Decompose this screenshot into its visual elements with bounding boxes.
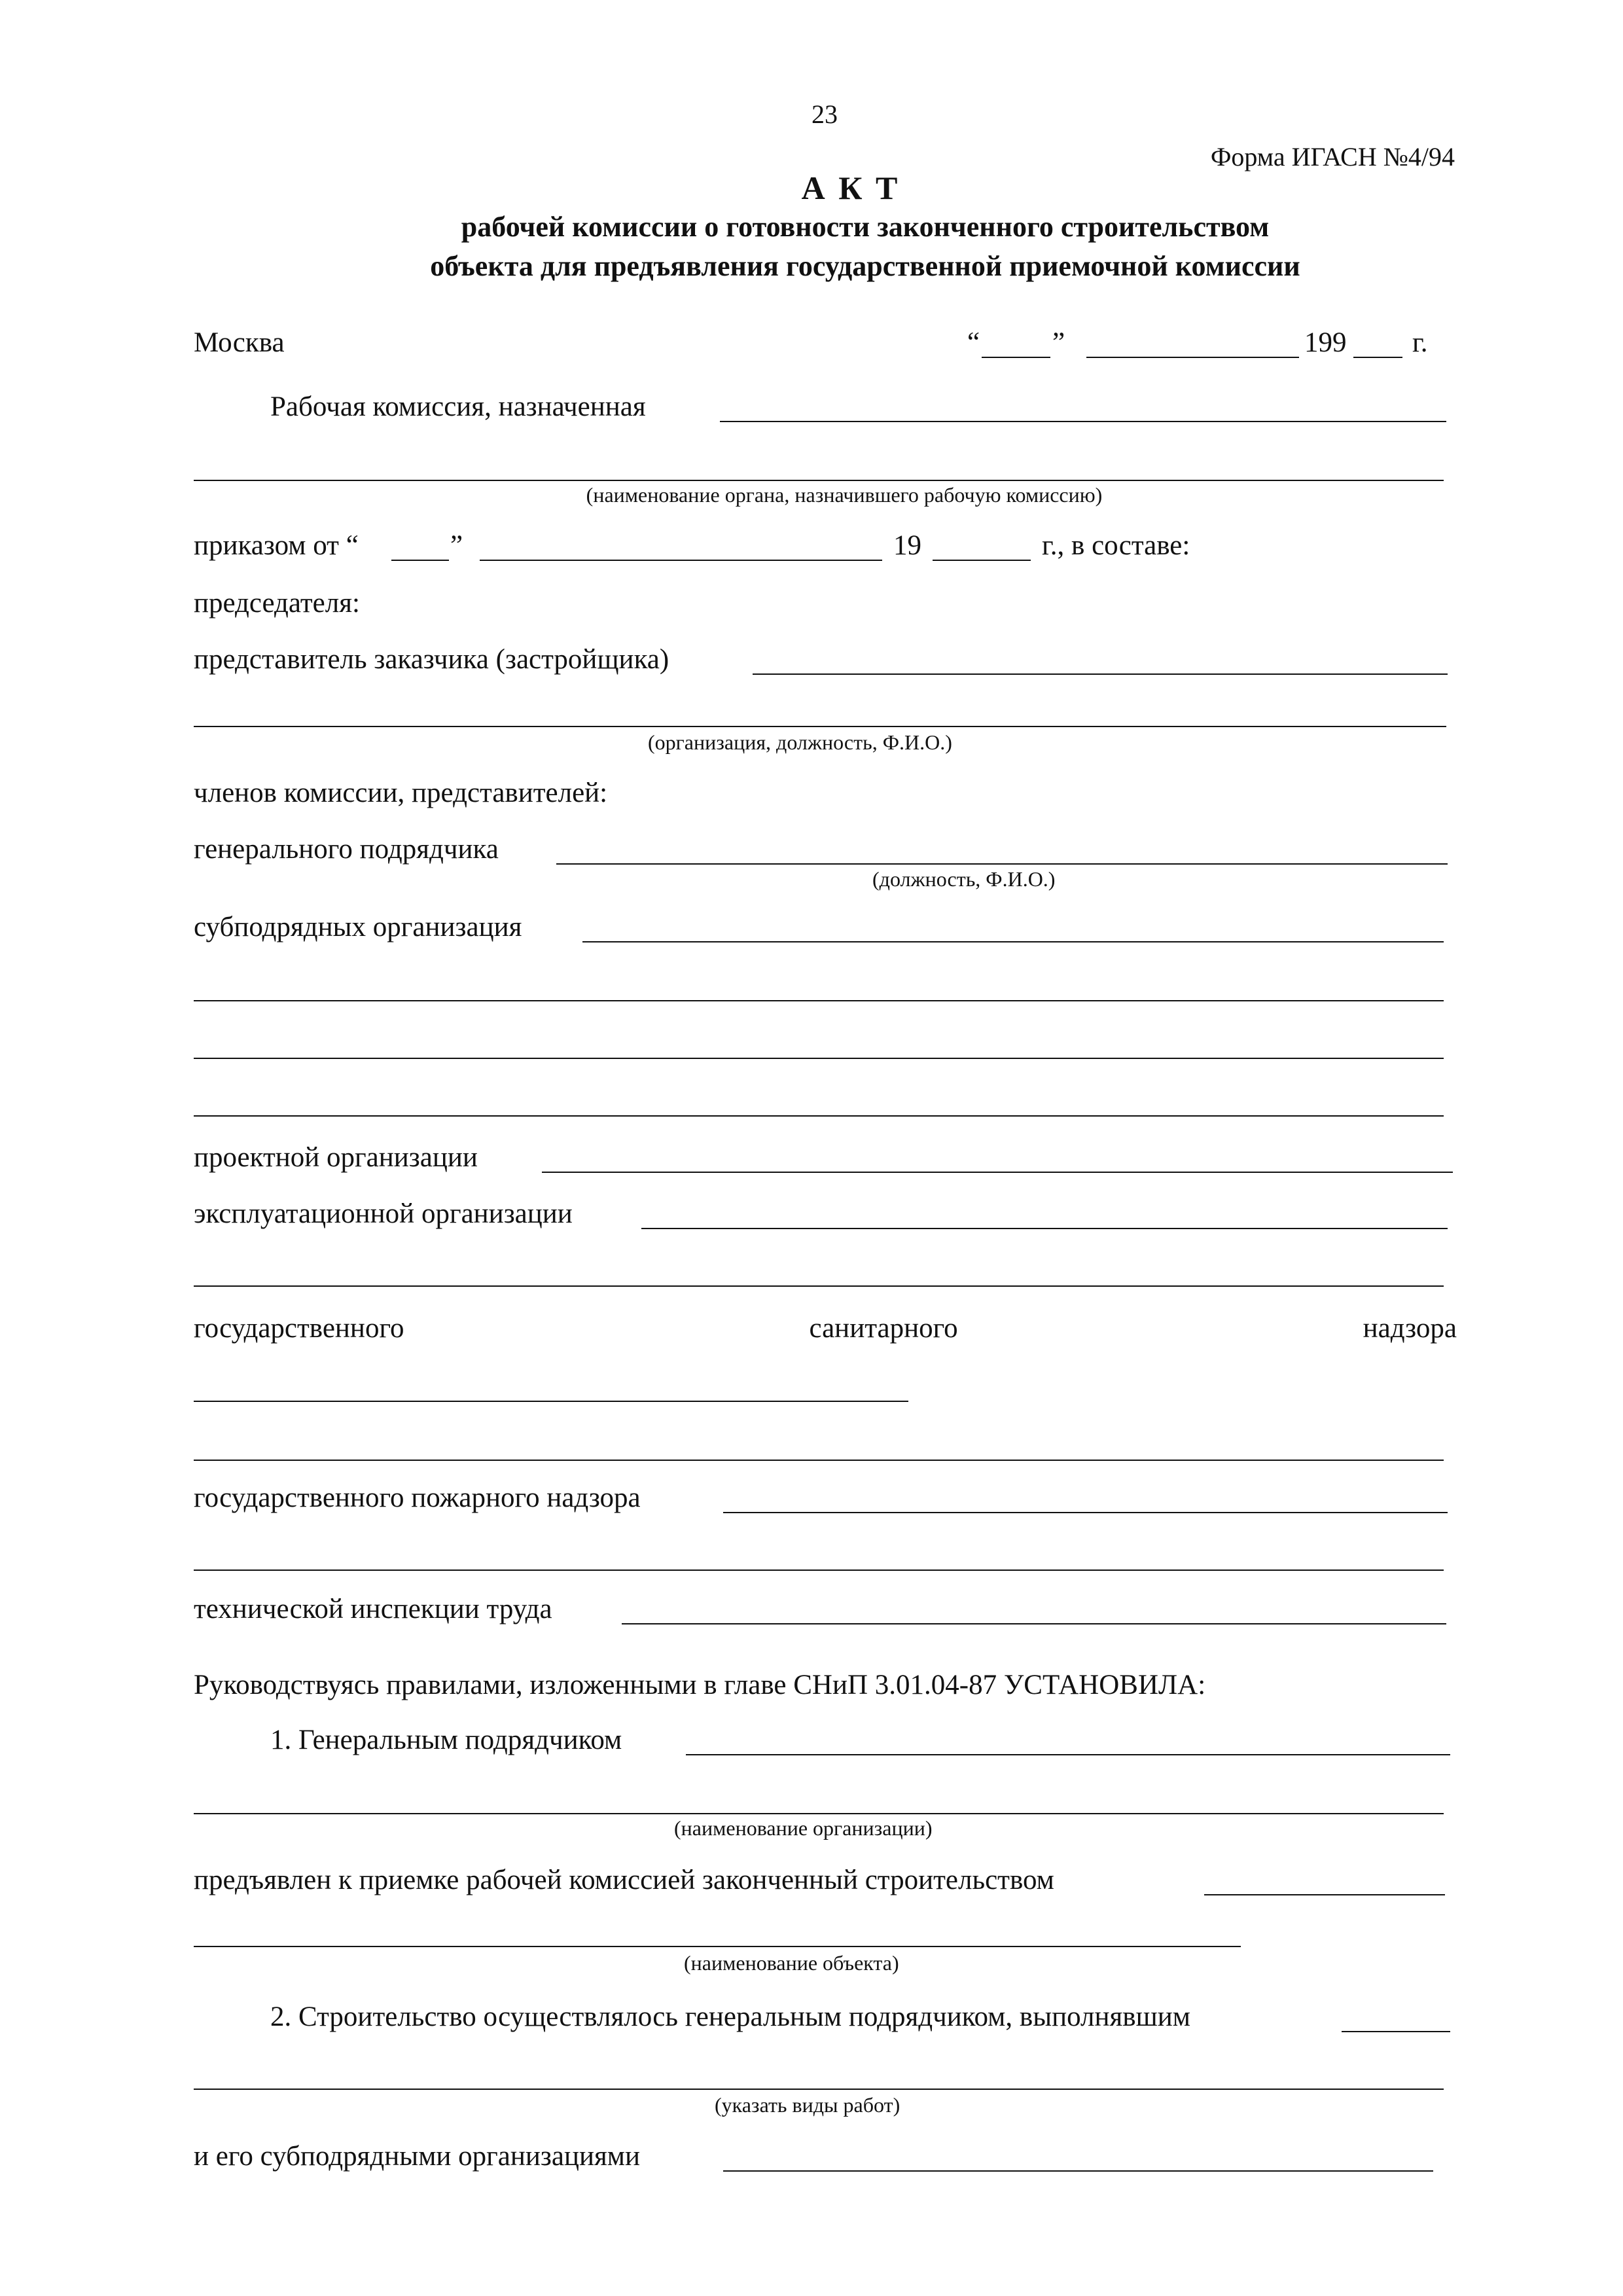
- sanitary-supervision-field[interactable]: [194, 1401, 908, 1402]
- order-suffix: г., в составе:: [1042, 530, 1190, 561]
- document-subtitle-line-1: рабочей комиссии о готовности законченного строительством: [461, 211, 1270, 243]
- hint-appointing-body: (наименование органа, назначившего рабочую комиссию): [586, 483, 1103, 507]
- order-year-prefix: 19: [893, 530, 921, 561]
- operating-org-field[interactable]: [641, 1228, 1448, 1229]
- work-types-field[interactable]: [1342, 2031, 1450, 2032]
- item-1-org-field[interactable]: [686, 1754, 1450, 1755]
- sanitary-word-3: надзора: [1363, 1313, 1457, 1344]
- customer-rep-field-2[interactable]: [194, 726, 1446, 727]
- subcontractors-field-3[interactable]: [194, 1058, 1444, 1059]
- object-name-field-2[interactable]: [194, 1946, 1241, 1947]
- date-quote-open: “: [967, 327, 980, 358]
- item-2-label: 2. Строительство осуществлялось генеральным подрядчиком, выполнявшим: [270, 2001, 1190, 2032]
- operating-org-label: эксплуатационной организации: [194, 1198, 573, 1229]
- fire-supervision-label: государственного пожарного надзора: [194, 1482, 641, 1513]
- page-number: 23: [812, 99, 838, 129]
- hint-work-types: (указать виды работ): [715, 2093, 901, 2117]
- date-quote-close: ”: [1052, 327, 1065, 358]
- members-label: членов комиссии, представителей:: [194, 778, 608, 808]
- date-year-prefix: 199: [1304, 327, 1347, 358]
- labor-inspection-field[interactable]: [622, 1623, 1446, 1624]
- document-title: А К Т: [801, 170, 901, 206]
- design-org-label: проектной организации: [194, 1142, 478, 1173]
- general-contractor-label: генерального подрядчика: [194, 834, 499, 865]
- item-1-label: 1. Генеральным подрядчиком: [270, 1725, 622, 1755]
- appointing-body-field-2[interactable]: [194, 480, 1444, 481]
- subcontractors-label: субподрядных организация: [194, 912, 522, 942]
- order-prefix: приказом от “: [194, 530, 359, 561]
- sanitary-word-1: государственного: [194, 1313, 404, 1344]
- general-contractor-field[interactable]: [556, 863, 1448, 865]
- sanitary-supervision-field-2[interactable]: [194, 1460, 1444, 1461]
- hint-org-name: (наименование организации): [674, 1816, 933, 1840]
- order-quote-close: ”: [450, 530, 463, 561]
- order-day-field[interactable]: [391, 560, 449, 561]
- customer-rep-field[interactable]: [753, 673, 1448, 675]
- and-subcontractors-field[interactable]: [723, 2170, 1433, 2172]
- date-month-field[interactable]: [1086, 357, 1299, 358]
- operating-org-field-2[interactable]: [194, 1285, 1444, 1287]
- order-month-field[interactable]: [480, 560, 882, 561]
- sanitary-word-2: санитарного: [809, 1313, 958, 1344]
- hint-object-name: (наименование объекта): [684, 1951, 899, 1975]
- hint-pos-name: (должность, Ф.И.О.): [872, 867, 1056, 891]
- date-day-field[interactable]: [982, 357, 1050, 358]
- sanitary-supervision-label: [194, 1314, 1457, 1342]
- subcontractors-field-4[interactable]: [194, 1115, 1444, 1117]
- date-year-suffix: г.: [1412, 327, 1428, 358]
- guided-statement: Руководствуясь правилами, изложенными в главе СНиП 3.01.04-87 УСТАНОВИЛА:: [194, 1670, 1206, 1700]
- city: Москва: [194, 327, 285, 358]
- commission-appointed-label: Рабочая комиссия, назначенная: [270, 391, 646, 422]
- item-1-org-field-2[interactable]: [194, 1813, 1444, 1814]
- subcontractors-field-2[interactable]: [194, 1000, 1444, 1001]
- customer-rep-label: представитель заказчика (застройщика): [194, 644, 669, 675]
- object-name-field[interactable]: [1204, 1894, 1445, 1895]
- date-year-field[interactable]: [1353, 357, 1402, 358]
- appointing-body-field[interactable]: [720, 421, 1446, 422]
- labor-inspection-label: технической инспекции труда: [194, 1594, 552, 1624]
- work-types-field-2[interactable]: [194, 2089, 1444, 2090]
- document-subtitle-line-2: объекта для предъявления государственной приемочной комиссии: [430, 250, 1300, 282]
- hint-org-pos-name: (организация, должность, Ф.И.О.): [648, 730, 952, 754]
- fire-supervision-field-2[interactable]: [194, 1570, 1444, 1571]
- form-id: Форма ИГАСН №4/94: [1210, 142, 1455, 171]
- presented-label: предъявлен к приемке рабочей комиссией законченный строительством: [194, 1865, 1054, 1895]
- order-year-field[interactable]: [933, 560, 1031, 561]
- fire-supervision-field[interactable]: [723, 1512, 1448, 1513]
- design-org-field[interactable]: [542, 1172, 1453, 1173]
- chairman-label: председателя:: [194, 588, 360, 619]
- and-subcontractors-label: и его субподрядными организациями: [194, 2141, 641, 2172]
- subcontractors-field[interactable]: [582, 941, 1444, 942]
